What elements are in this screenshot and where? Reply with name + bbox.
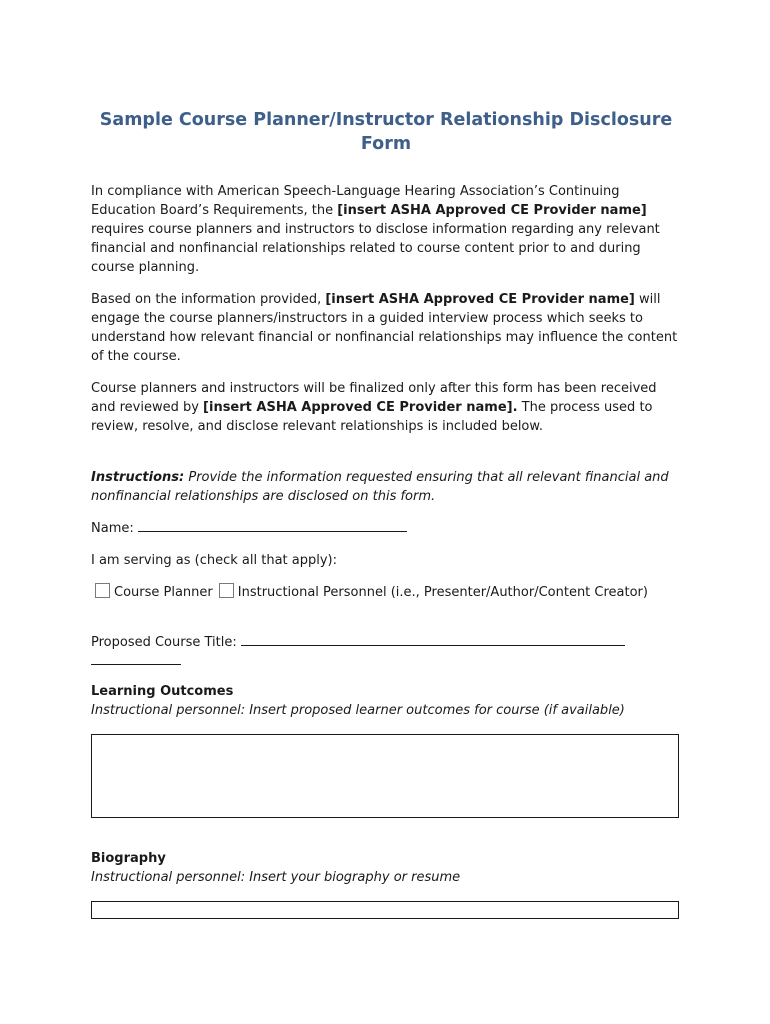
finalization-text-start: Course planners and instructors will be finalized only after this form has been received and reviewed by (91, 381, 657, 415)
provider-name-placeholder-2: [insert ASHA Approved CE Provider name] (325, 292, 635, 307)
learning-outcomes-instruction: Instructional personnel: Insert proposed learner outcomes for course (if available) (91, 703, 625, 718)
course-planner-label: Course Planner (114, 585, 213, 600)
course-title-row (91, 633, 681, 671)
role-options (91, 583, 681, 602)
finalization-paragraph (91, 379, 681, 436)
instructional-personnel-checkbox[interactable] (219, 583, 234, 598)
learning-outcomes-section (91, 682, 681, 720)
biography-textbox[interactable] (91, 901, 679, 919)
instructions-paragraph (91, 468, 681, 506)
name-field[interactable] (138, 519, 407, 532)
learning-outcomes-heading: Learning Outcomes (91, 684, 234, 699)
form-title: Sample Course Planner/Instructor Relationship Disclosure Form (99, 110, 673, 154)
compliance-text-start: In compliance with American Speech-Language Hearing Association’s Continuing Education Board’s Requirements, the (91, 184, 620, 218)
instructions-text: Provide the information requested ensuring that all relevant financial and nonfinancial relationships are disclosed on this form. (91, 470, 669, 504)
biography-heading: Biography (91, 851, 166, 866)
provider-name-placeholder-3: [insert ASHA Approved CE Provider name]. (203, 400, 518, 415)
serving-label: I am serving as (check all that apply): (91, 553, 337, 568)
instructional-personnel-label: Instructional Personnel (i.e., Presenter/Author/Content Creator) (237, 585, 648, 600)
biography-instruction: Instructional personnel: Insert your biography or resume (91, 870, 461, 885)
course-planner-checkbox[interactable] (95, 583, 110, 598)
learning-outcomes-textbox[interactable] (91, 734, 679, 818)
name-label: Name: (91, 521, 134, 536)
engagement-paragraph (91, 290, 681, 366)
compliance-paragraph (91, 182, 681, 277)
finalization-text-end: The process used to review, resolve, and disclose relevant relationships is included below. (91, 400, 653, 434)
instructions-label: Instructions: (91, 470, 185, 485)
course-title-label: Proposed Course Title: (91, 635, 237, 650)
biography-section (91, 849, 681, 887)
course-title-field[interactable] (241, 633, 625, 646)
compliance-text-end: requires course planners and instructors to disclose information regarding any relevant financial and nonfinancial relationships related to course content prior to and during course planning. (91, 222, 660, 275)
engagement-text-end: will engage the course planners/instructors in a guided interview process which seeks to understand how relevant financial or nonfinancial relationships may influence the content of the course. (91, 292, 678, 364)
provider-name-placeholder-1: [insert ASHA Approved CE Provider name] (337, 203, 647, 218)
engagement-text-start: Based on the information provided, (91, 292, 326, 307)
course-title-field-continuation[interactable] (91, 652, 181, 665)
name-row (91, 519, 681, 538)
